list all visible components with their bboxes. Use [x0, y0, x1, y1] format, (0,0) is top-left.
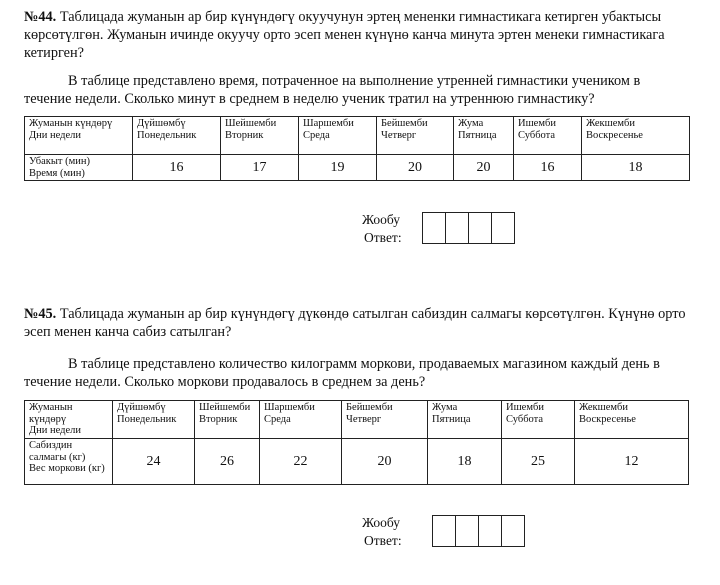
value-tuesday: 26	[195, 439, 260, 485]
answer-boxes[interactable]	[432, 515, 525, 547]
value-saturday: 16	[514, 155, 582, 181]
problem-44-number: №44.	[24, 9, 57, 25]
problem-44-kg-statement: Таблицада жуманын ар бир күнүндөгү окуучунун эртең мененки гимнастикага кетирген убактысы көрсөтүлгөн. Жуманын ичинде окуучу орто эсеп менен күнүнө канча минута эртен менеки гимнастикага кетирген?	[24, 9, 665, 61]
problem-45-russian-text: В таблице представлено количество килограмм моркови, продаваемых магазином каждый день в течение недели. Сколько моркови продавалось в среднем за день?	[24, 356, 660, 390]
answer-digit-box[interactable]	[478, 515, 502, 547]
day-header-wednesday: Шаршемби Среда	[260, 401, 342, 439]
problem-45-number: №45.	[24, 306, 57, 322]
day-header-tuesday: Шейшемби Вторник	[221, 117, 299, 155]
day-header-monday: Дүйшөмбү Понедельник	[133, 117, 221, 155]
table-header-label: Жуманын күндөрү Дни недели	[25, 117, 133, 155]
answer-digit-box[interactable]	[422, 212, 446, 244]
value-friday: 18	[428, 439, 502, 485]
answer-digit-box[interactable]	[468, 212, 492, 244]
value-monday: 24	[113, 439, 195, 485]
answer-boxes[interactable]	[422, 212, 515, 244]
table-row-label: Сабиздин салмагы (кг) Вес моркови (кг)	[25, 439, 113, 485]
value-sunday: 18	[582, 155, 690, 181]
answer-digit-box[interactable]	[455, 515, 479, 547]
day-header-saturday: Ишемби Суббота	[502, 401, 575, 439]
table-values-row	[25, 439, 689, 485]
value-tuesday: 17	[221, 155, 299, 181]
answer-label-kg: Жообу	[362, 212, 401, 227]
value-saturday: 25	[502, 439, 575, 485]
value-friday: 20	[454, 155, 514, 181]
problem-45-kg-statement: Таблицада жуманын ар бир күнүндөгү дүкөндө сатылган сабиздин салмагы көрсөтүлгөн. Күнүнө орто эсеп менен канча сабиз сатылган?	[24, 306, 686, 340]
value-sunday: 12	[575, 439, 689, 485]
day-header-wednesday: Шаршемби Среда	[299, 117, 377, 155]
day-header-sunday: Жекшемби Воскресенье	[575, 401, 689, 439]
answer-digit-box[interactable]	[491, 212, 515, 244]
day-header-saturday: Ишемби Суббота	[514, 117, 582, 155]
value-wednesday: 19	[299, 155, 377, 181]
value-monday: 16	[133, 155, 221, 181]
table-header-row	[25, 401, 689, 439]
day-header-sunday: Жекшемби Воскресенье	[582, 117, 690, 155]
value-thursday: 20	[342, 439, 428, 485]
value-wednesday: 22	[260, 439, 342, 485]
answer-label-ru: Ответ:	[364, 533, 402, 548]
problem-44-russian-text: В таблице представлено время, потраченное на выполнение утренней гимнастики учеником в течение недели. Сколько минут в среднем в неделю ученик тратил на утреннюю гимнастику?	[24, 73, 641, 107]
problem-44-kyrgyz-text	[24, 8, 690, 62]
table-header-label: Жуманын күндөрү Дни недели	[25, 401, 113, 439]
answer-digit-box[interactable]	[501, 515, 525, 547]
answer-label-ru: Ответ:	[364, 230, 402, 245]
day-header-tuesday: Шейшемби Вторник	[195, 401, 260, 439]
value-thursday: 20	[377, 155, 454, 181]
day-header-monday: Дүйшөмбү Понедельник	[113, 401, 195, 439]
day-header-friday: Жума Пятница	[428, 401, 502, 439]
day-header-friday: Жума Пятница	[454, 117, 514, 155]
answer-digit-box[interactable]	[432, 515, 456, 547]
problem-44-table	[24, 116, 690, 181]
day-header-thursday: Бейшемби Четверг	[342, 401, 428, 439]
day-header-thursday: Бейшемби Четверг	[377, 117, 454, 155]
problem-45-kyrgyz-text	[24, 305, 690, 341]
answer-label-kg: Жообу	[362, 515, 401, 530]
table-header-row	[25, 117, 690, 155]
problem-45-table	[24, 400, 689, 485]
table-values-row	[25, 155, 690, 181]
table-row-label: Убакыт (мин) Время (мин)	[25, 155, 133, 181]
answer-digit-box[interactable]	[445, 212, 469, 244]
